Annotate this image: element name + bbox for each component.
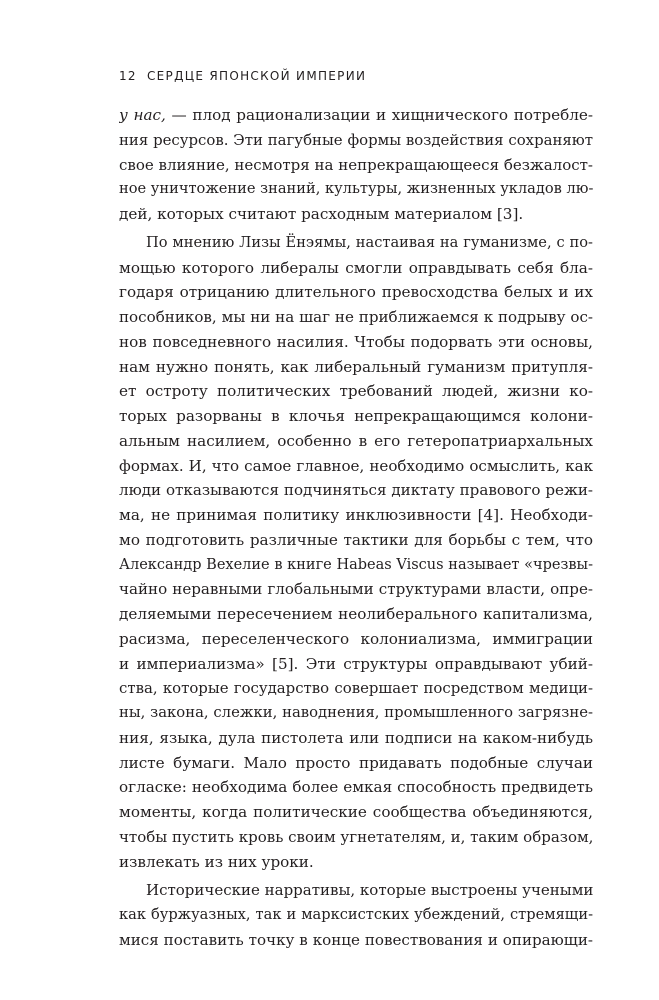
paragraph-3: [119, 878, 593, 952]
text-line: нам нужно понять, как либеральный гуманизм притупля-: [119, 357, 593, 376]
text-line: Исторические нарративы, которые выстроены учеными: [146, 881, 593, 900]
text-line: ет остроту политических требований людей, жизни ко-: [119, 382, 593, 401]
text-line: чайно неравными глобальными структурами власти, опре-: [119, 580, 593, 599]
text-line: расизма, переселенческого колониализма, иммиграции: [119, 629, 593, 648]
text-line: годаря отрицанию длительного превосходства белых и их: [119, 283, 593, 302]
text-line: ное уничтожение знаний, культуры, жизненных укладов лю-: [119, 180, 593, 198]
text-line: чтобы пустить кровь своим угнетателям, и, таким образом,: [119, 827, 593, 846]
text-line: пособников, мы ни на шаг не приближаемся к подрыву ос-: [119, 308, 593, 326]
text-line: мощью которого либералы смогли оправдывать себя бла-: [119, 258, 593, 277]
text-line: Александр Вехелие в книге Habeas Viscus называет «чрезвы-: [119, 556, 593, 573]
text-line: ния, языка, дула пистолета или подписи на каком-нибудь: [119, 728, 593, 747]
text-line: мися поставить точку в конце повествования и опирающи-: [119, 930, 593, 949]
text-line: нов повседневного насилия. Чтобы подорвать эти основы,: [119, 332, 593, 351]
text-line: альным насилием, особенно в его гетеропатриархальных: [119, 431, 593, 450]
text-line: люди отказываются подчиняться диктату правового режи-: [119, 481, 593, 500]
text-line: ства, которые государство совершает посредством медици-: [119, 679, 593, 698]
text-line: как буржуазных, так и марксистских убеждений, стремящи-: [119, 906, 593, 923]
text-line: моменты, когда политические сообщества объединяются,: [119, 803, 593, 821]
paragraph-1: [119, 103, 593, 227]
text-line: и империализма» [5]. Эти структуры оправдывают убий-: [119, 654, 593, 673]
text-line: По мнению Лизы Ёнэямы, настаивая на гуманизме, с по-: [146, 233, 593, 251]
text-line: у нас, — плод рационализации и хищнического потребле-: [119, 106, 593, 124]
text-line: ния ресурсов. Эти пагубные формы воздействия сохраняют: [119, 130, 593, 149]
italic-phrase: у нас,: [119, 106, 166, 124]
text-line: торых разорваны в клочья непрекращающимся колони-: [119, 407, 593, 425]
text-line: свое влияние, несмотря на непрекращающееся безжалост-: [119, 155, 593, 174]
text-line: деляемыми пересечением неолиберального капитализма,: [119, 605, 593, 623]
text-line: мо подготовить различные тактики для борьбы с тем, что: [119, 530, 593, 549]
text-line: извлекать из них уроки.: [119, 852, 314, 871]
text-line: дей, которых считают расходным материалом [3].: [119, 205, 524, 223]
running-head: [119, 69, 366, 83]
chapter-title: СЕРДЦЕ ЯПОНСКОЙ ИМПЕРИИ: [147, 69, 367, 83]
text-line: листе бумаги. Мало просто придавать подобные случаи: [119, 753, 593, 772]
text-line: ны, закона, слежки, наводнения, промышленного загрязне-: [119, 704, 593, 721]
text-line: формах. И, что самое главное, необходимо осмыслить, как: [119, 456, 593, 475]
text-line: огласке: необходима более емкая способность предвидеть: [119, 778, 593, 797]
body-text: [119, 103, 593, 953]
page-number: 12: [119, 69, 137, 83]
text-line: ма, не принимая политику инклюзивности [4]. Необходи-: [119, 506, 593, 524]
paragraph-2: [119, 231, 593, 875]
